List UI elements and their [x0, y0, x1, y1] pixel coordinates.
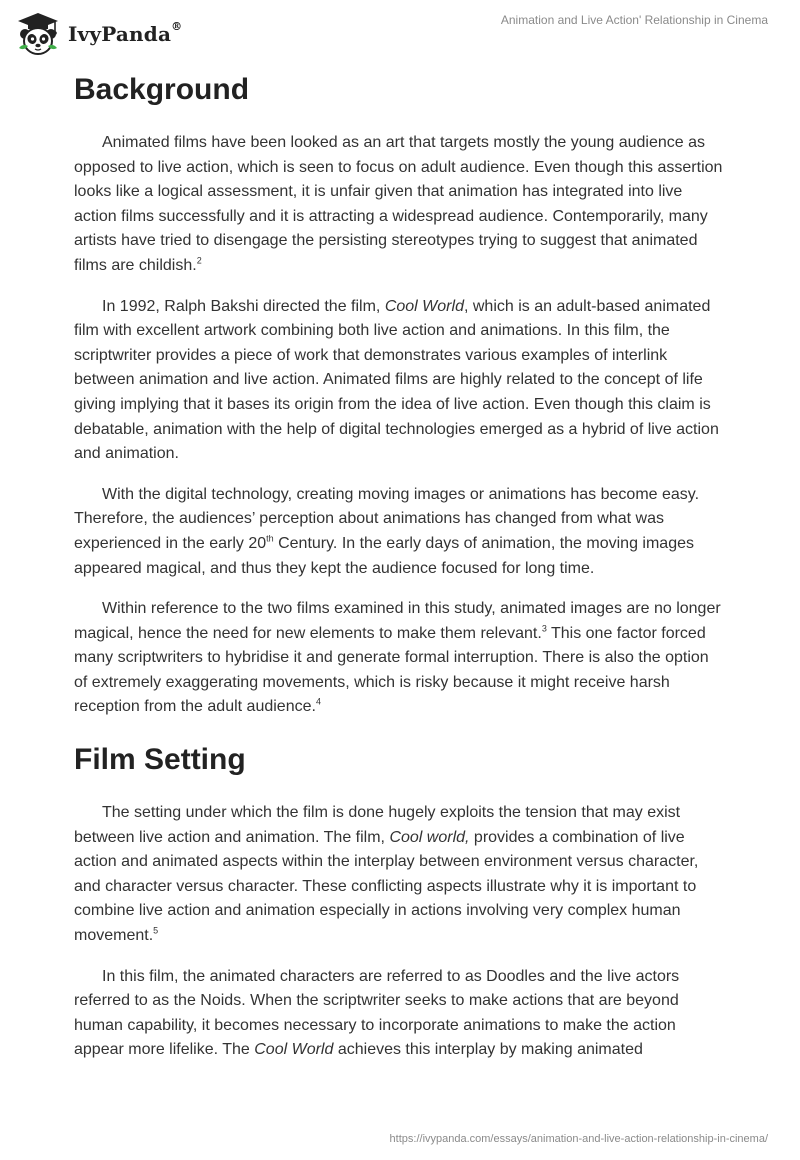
paragraph: In 1992, Ralph Bakshi directed the film, Cool World, which is an adult-based animated film with excellent artwork combining both live action and animations. In this film, the scriptwriter provides a piece of work that demonstrates various examples of interlink between animation and live action. Animated films are highly related to the concept of life giving implying that it bases its origin from the idea of live action. Even though this claim is debatable, animation with the help of digital technologies emerged as a hybrid of live action and animation.: [74, 297, 719, 463]
footnote-ref[interactable]: 2: [196, 255, 202, 266]
paragraph: Within reference to the two films examined in this study, animated images are no longer magical, hence the need for new elements to make them relevant.$^3$ This one factor forced many scriptwriters to hybridise it and generate formal interruption. There is also the option of extremely exaggerating movements, which is risky because it might receive harsh reception from the adult audience.$^4$: [74, 600, 721, 716]
footnote-ref[interactable]: 4: [315, 697, 321, 708]
source-url[interactable]: https://ivypanda.com/essays/animation-and-live-action-relationship-in-cinema/: [389, 1133, 768, 1145]
paragraph: Animated films have been looked as an art that targets mostly the young audience as opposed to live action, which is seen to focus on adult audience. Even though this assertion looks like a logical assessment, it is unfair given that animation has integrated into live action films successfully and it is attracting a widespread audience. Contemporarily, many artists have tried to disengage the persisting stereotypes trying to suggest that animated films are childish.$^2$: [74, 134, 723, 274]
footnote-ref[interactable]: 5: [153, 925, 159, 936]
paragraph: The setting under which the film is done hugely exploits the tension that may exist between live action and animation. The film, Cool world, provides a combination of live action and animated aspects within the interplay between environment versus character, and character versus character. These conflicting aspects illustrate why it is important to combine live action and animation especially in actions involving very complex human movement.$^5$: [74, 804, 699, 945]
document-title: Animation and Live Action' Relationship in Cinema: [500, 13, 768, 27]
panda-graduate-icon: [14, 10, 62, 58]
page-header: [0, 0, 800, 64]
ivypanda-logo[interactable]: [14, 8, 182, 60]
brand-name: IvyPanda®: [68, 20, 183, 46]
footnote-ref[interactable]: 3: [541, 623, 547, 634]
paragraph: With the digital technology, creating moving images or animations has become easy. Therefore, the audiences’ perception about animations has changed from what was experienced in the early 20th Century. In the early days of animation, the moving images appeared magical, and thus they kept the audience focused for long time.: [74, 485, 700, 577]
paragraph: In this film, the animated characters are referred to as Doodles and the live actors referred to as the Noids. When the scriptwriter seeks to make actions that are beyond human capability, it becomes necessary to incorporate animations to make the action appear more lifelike. The Cool World achieves this interplay by making animated: [74, 967, 680, 1059]
section-heading: Film Setting: [74, 743, 246, 777]
section-heading: Background: [74, 73, 250, 106]
essay-content: [74, 66, 724, 1079]
